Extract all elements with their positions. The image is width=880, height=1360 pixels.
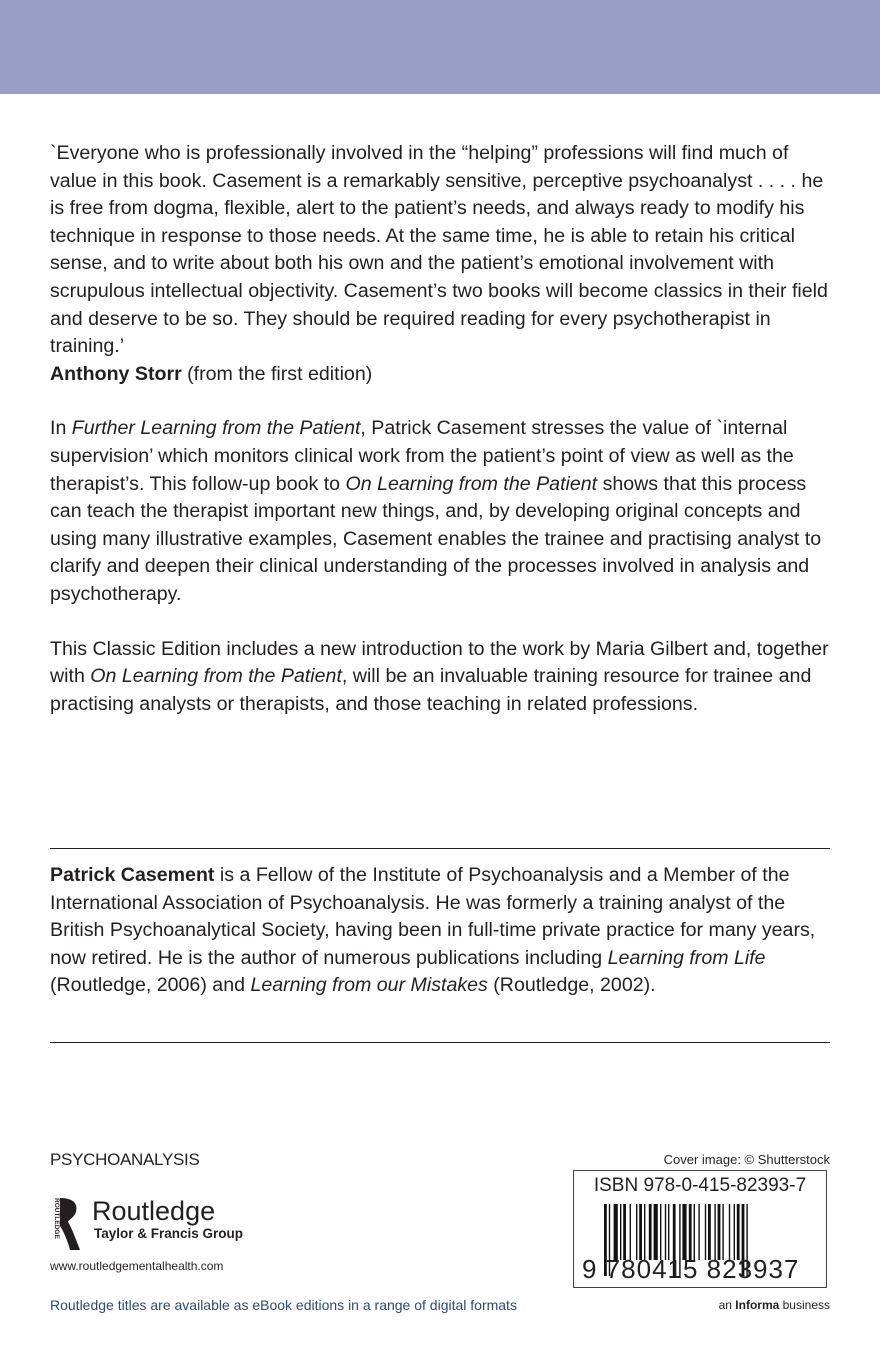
text: This Classic Edition includes a new introduction to the work by Maria Gilbert and, together with xyxy=(50,637,829,688)
text: (Routledge, 2002). xyxy=(487,974,656,997)
author-name: Patrick Casement xyxy=(50,864,215,886)
barcode-bar xyxy=(649,1204,652,1260)
barcode-bar xyxy=(689,1204,692,1260)
barcode-bar xyxy=(718,1204,721,1260)
routledge-logo xyxy=(48,1196,243,1250)
publisher-name: Routledge xyxy=(92,1196,216,1226)
ebook-notice: Routledge titles are available as eBook editions in a range of digital formats xyxy=(50,1297,517,1313)
quote-text: `Everyone who is professionally involved in the “helping” professions will find much of value in this book. Casement is a remarkably sensitive, perceptive psychoanalyst . . . . he is free from dogma, flexible, alert to the patient’s needs, and always ready to modify his technique in response to those needs. At the same time, he is able to retain his critical sense, and to write about both his own and the patient’s emotional involvement with scrupulous intellectual objectivity. Casement’s two books will become classics in their field and deserve to be so. They should be required reading for every psychotherapist in training.’ xyxy=(50,142,828,358)
isbn-barcode xyxy=(573,1170,827,1288)
text: shows that this process can teach the therapist important new things, and, by developing original concepts and using many illustrative examples, Casement enables the trainee and practising analyst to clarify and deepen their clinical understanding of the processes involved in analysis and psychotherapy. xyxy=(50,472,822,605)
review-author: Anthony Storr xyxy=(50,362,182,385)
review-source: (from the first edition) xyxy=(181,362,373,385)
publisher-group: Taylor & Francis Group xyxy=(94,1226,244,1241)
book-title: Learning from our Mistakes xyxy=(250,974,488,997)
text: (Routledge, 2006) and xyxy=(50,974,251,997)
text: , Patrick Casement stresses the value of `internal supervision’ which monitors clinical work from the patient’s point of view as well as the therapist’s. This follow-up book to xyxy=(50,417,794,495)
barcode-bar xyxy=(644,1204,645,1260)
barcode-bar xyxy=(654,1204,658,1260)
description-paragraph-1 xyxy=(50,415,835,608)
barcode-bar xyxy=(708,1204,711,1260)
header-band xyxy=(0,0,880,94)
barcode-bar xyxy=(729,1204,730,1260)
divider xyxy=(50,1042,830,1043)
barcode-bar xyxy=(714,1204,715,1260)
text: In xyxy=(50,417,72,440)
barcode-bar xyxy=(694,1204,695,1260)
barcode-bar xyxy=(630,1204,631,1260)
text: , will be an invaluable training resource for trainee and practising analysts or therapists, and those teaching in related professions. xyxy=(50,665,812,715)
barcode-bar xyxy=(722,1204,723,1260)
divider xyxy=(50,848,830,849)
informa-tagline xyxy=(719,1298,830,1312)
back-cover-text xyxy=(50,140,835,745)
barcode-bar xyxy=(639,1204,642,1260)
author-bio xyxy=(50,862,840,1000)
barcode-bar xyxy=(705,1204,706,1260)
book-title: Learning from Life xyxy=(607,946,766,969)
website-link[interactable]: www.routledgementalhealth.com xyxy=(50,1259,224,1273)
barcode-bar xyxy=(636,1204,637,1260)
barcode-bar xyxy=(682,1204,686,1260)
text: business xyxy=(779,1298,830,1312)
text: an xyxy=(718,1298,736,1312)
informa-name: Informa xyxy=(735,1298,780,1312)
svg-text:ROUTLEDGE: ROUTLEDGE xyxy=(53,1198,60,1239)
description-paragraph-2 xyxy=(50,636,835,719)
barcode-bar xyxy=(737,1204,740,1260)
barcode-bar xyxy=(660,1204,661,1260)
barcode-bar xyxy=(698,1204,699,1260)
barcode-bar xyxy=(614,1204,618,1260)
book-title: On Learning from the Patient xyxy=(90,665,342,688)
isbn-text: ISBN 978-0-415-82393-7 xyxy=(593,1175,807,1196)
barcode-bar xyxy=(623,1204,626,1260)
barcode-bar xyxy=(620,1204,621,1260)
text: is a Fellow of the Institute of Psychoanalysis and a Member of the International Association of Psychoanalysis. He was formerly a training analyst of the British Psychoanalytical Society, having been in full-time private practice for many years, now retired. He is the author of numerous publications including xyxy=(50,864,816,969)
barcode-bar xyxy=(668,1204,669,1260)
book-title: On Learning from the Patient xyxy=(345,472,598,495)
subject-category: PSYCHOANALYSIS xyxy=(50,1150,200,1169)
barcode-number: 9 780415 823937 xyxy=(582,1254,800,1284)
cover-credit: Cover image: © Shutterstock xyxy=(663,1152,830,1167)
routledge-logo-icon xyxy=(48,1196,88,1250)
barcode-bar xyxy=(665,1204,666,1260)
barcode-bar xyxy=(734,1204,735,1260)
review-quote xyxy=(50,140,835,388)
book-title: Further Learning from the Patient xyxy=(71,417,361,440)
